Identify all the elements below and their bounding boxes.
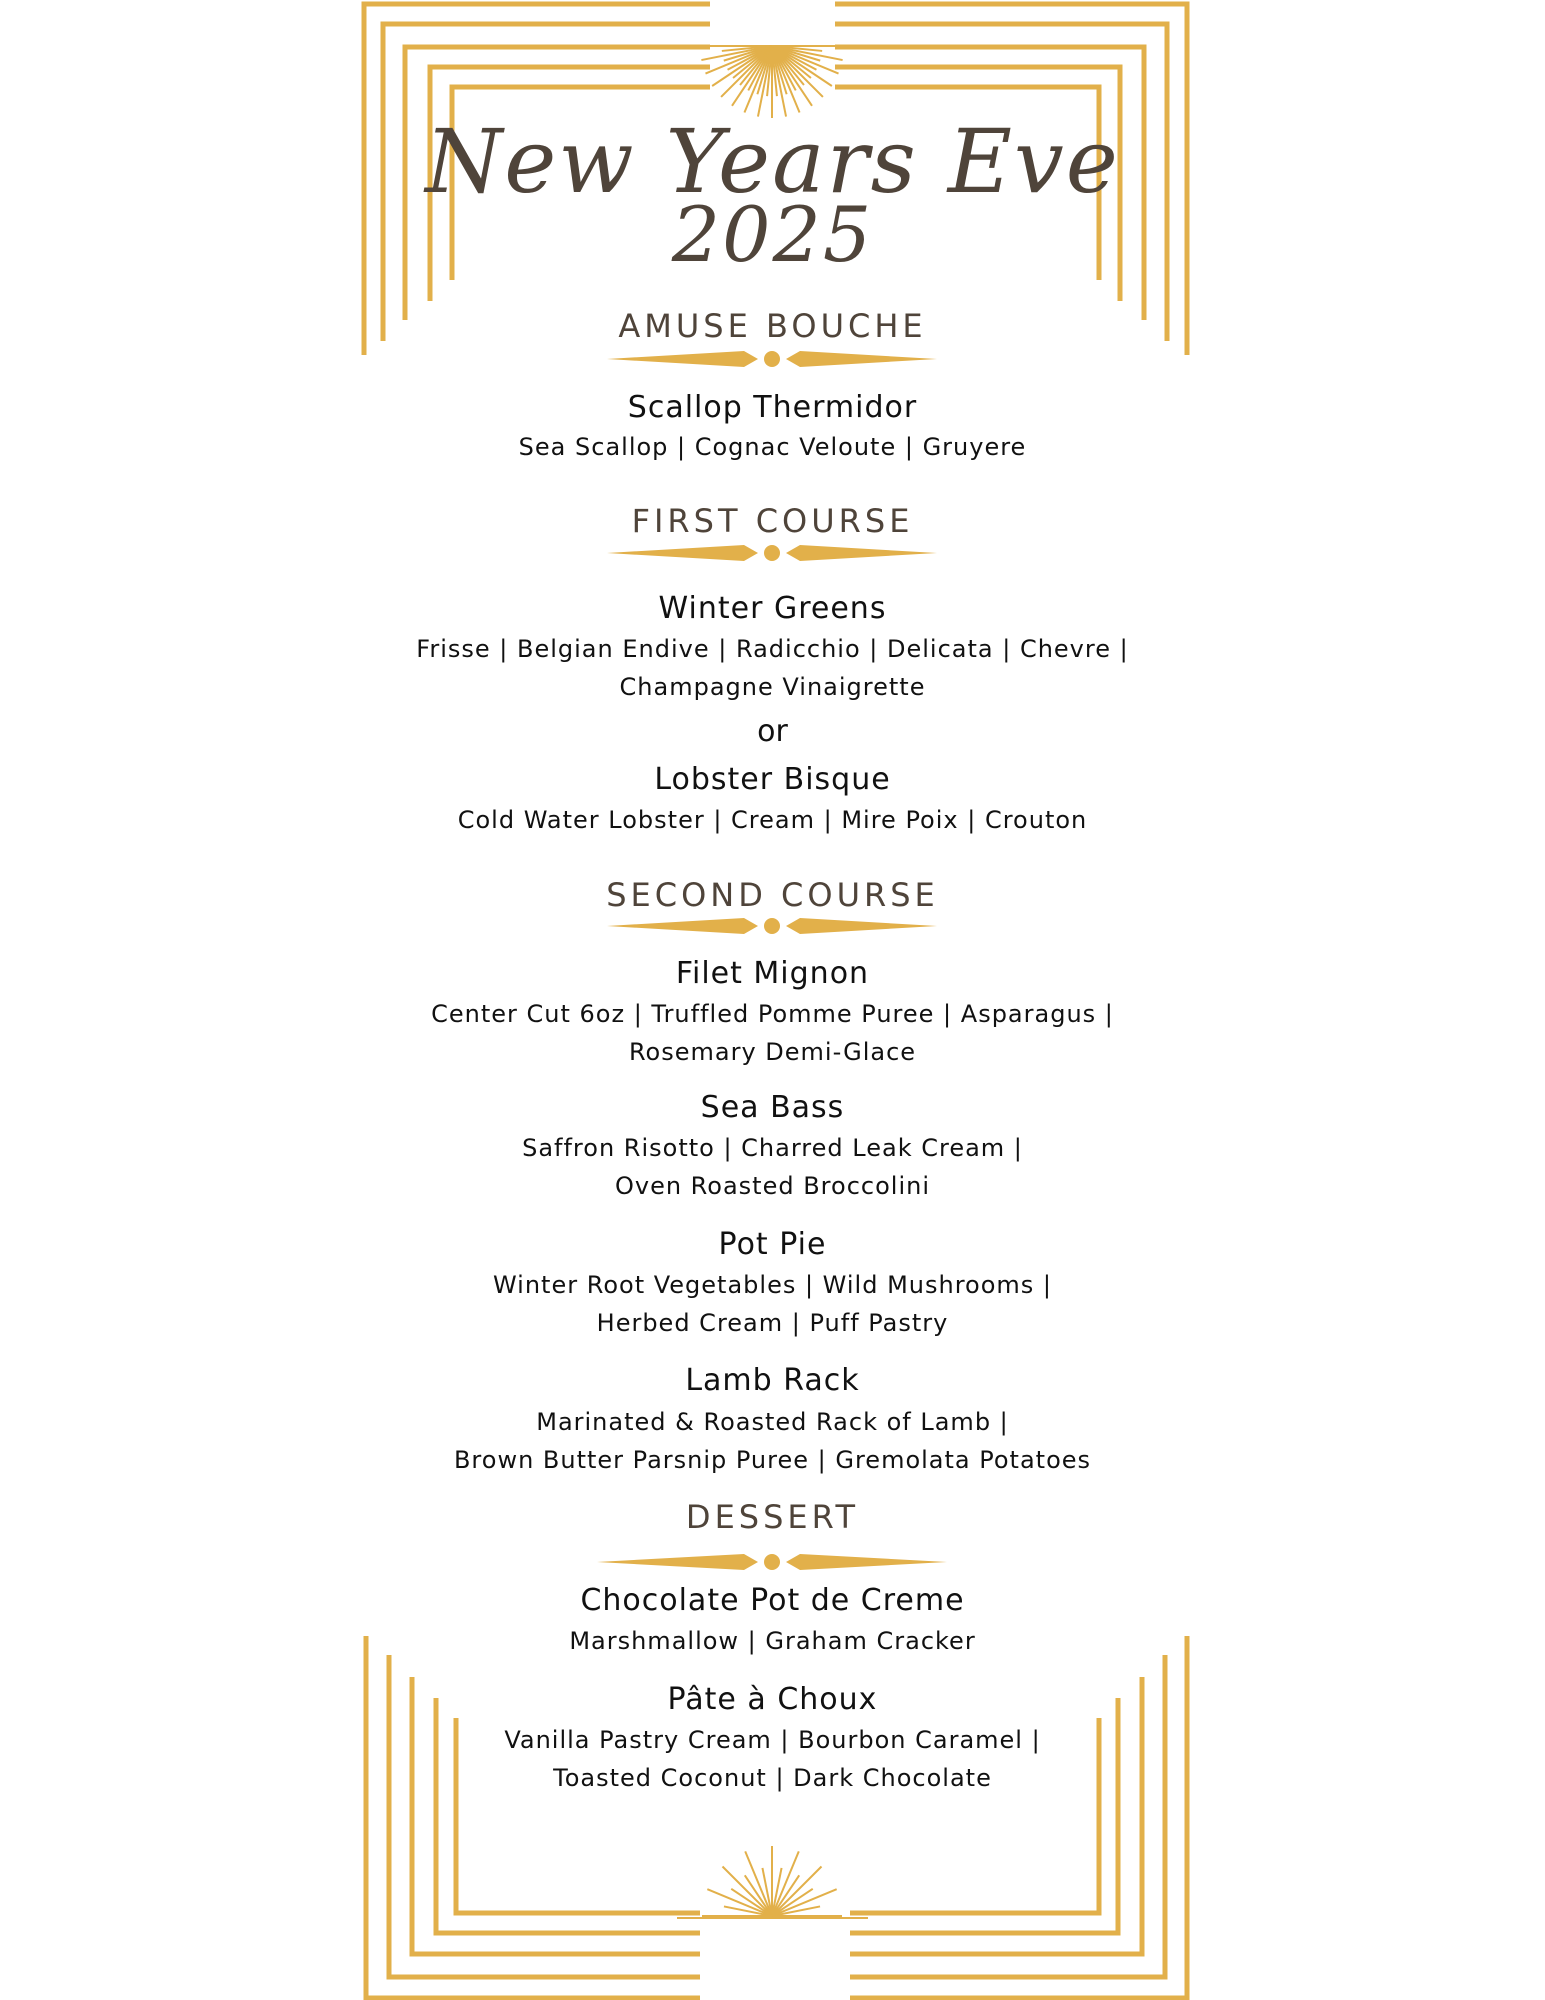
dish-desc-filet-mignon-2: Rosemary Demi-Glace	[628, 1038, 917, 1066]
section-heading-first-course: FIRST COURSE	[631, 502, 914, 540]
divider-ornament	[764, 1554, 780, 1570]
dish-desc-scallop-thermidor: Sea Scallop | Cognac Veloute | Gruyere	[518, 433, 1027, 461]
dish-desc-lobster-bisque: Cold Water Lobster | Cream | Mire Poix | Crouton	[457, 806, 1088, 834]
sunburst-bottom	[702, 1846, 842, 1916]
divider-ornament	[597, 1554, 758, 1570]
divider-ornament	[786, 351, 937, 367]
dish-desc-pot-pie-1: Winter Root Vegetables | Wild Mushrooms |	[492, 1271, 1053, 1299]
dish-name-chocolate-pot-de-creme: Chocolate Pot de Creme	[580, 1583, 965, 1618]
dish-desc-lamb-rack-1: Marinated & Roasted Rack of Lamb |	[536, 1408, 1009, 1436]
dish-desc-pate-a-choux-1: Vanilla Pastry Cream | Bourbon Caramel |	[504, 1726, 1041, 1754]
section-heading-dessert: DESSERT	[685, 1498, 860, 1536]
dish-name-lobster-bisque: Lobster Bisque	[654, 762, 891, 797]
divider-ornament	[786, 545, 937, 561]
or-separator: or	[757, 714, 788, 749]
dish-name-filet-mignon: Filet Mignon	[675, 956, 870, 991]
section-heading-amuse-bouche: AMUSE BOUCHE	[618, 307, 927, 345]
dish-desc-winter-greens-1: Frisse | Belgian Endive | Radicchio | Delicata | Chevre |	[416, 635, 1129, 663]
dish-desc-chocolate-pot-de-creme: Marshmallow | Graham Cracker	[569, 1627, 976, 1655]
dish-name-sea-bass: Sea Bass	[700, 1090, 845, 1125]
dish-desc-lamb-rack-2: Brown Butter Parsnip Puree | Gremolata Potatoes	[453, 1446, 1092, 1474]
sunburst-top	[700, 46, 844, 118]
dish-desc-sea-bass-1: Saffron Risotto | Charred Leak Cream |	[522, 1134, 1023, 1162]
dish-desc-pot-pie-2: Herbed Cream | Puff Pastry	[596, 1309, 949, 1337]
dish-desc-pate-a-choux-2: Toasted Coconut | Dark Chocolate	[553, 1764, 992, 1792]
divider-ornament	[607, 351, 758, 367]
section-heading-second-course: SECOND COURSE	[606, 876, 939, 914]
dish-name-pot-pie: Pot Pie	[718, 1227, 827, 1262]
dish-name-pate-a-choux: Pâte à Choux	[667, 1682, 878, 1717]
dish-desc-winter-greens-2: Champagne Vinaigrette	[619, 673, 926, 701]
divider-ornament	[607, 918, 758, 934]
divider-ornament	[764, 918, 780, 934]
dish-desc-sea-bass-2: Oven Roasted Broccolini	[614, 1172, 930, 1200]
divider-ornament	[764, 351, 780, 367]
divider-ornament	[786, 1554, 947, 1570]
menu-year: 2025	[671, 190, 874, 279]
divider-ornament	[786, 918, 937, 934]
dish-name-winter-greens: Winter Greens	[658, 591, 887, 626]
dish-desc-filet-mignon-1: Center Cut 6oz | Truffled Pomme Puree | Asparagus |	[431, 1000, 1114, 1028]
dish-name-scallop-thermidor: Scallop Thermidor	[627, 390, 918, 425]
divider-ornament	[607, 545, 758, 561]
dish-name-lamb-rack: Lamb Rack	[685, 1363, 860, 1398]
divider-ornament	[764, 545, 780, 561]
menu-title: New Years Eve	[425, 110, 1120, 213]
